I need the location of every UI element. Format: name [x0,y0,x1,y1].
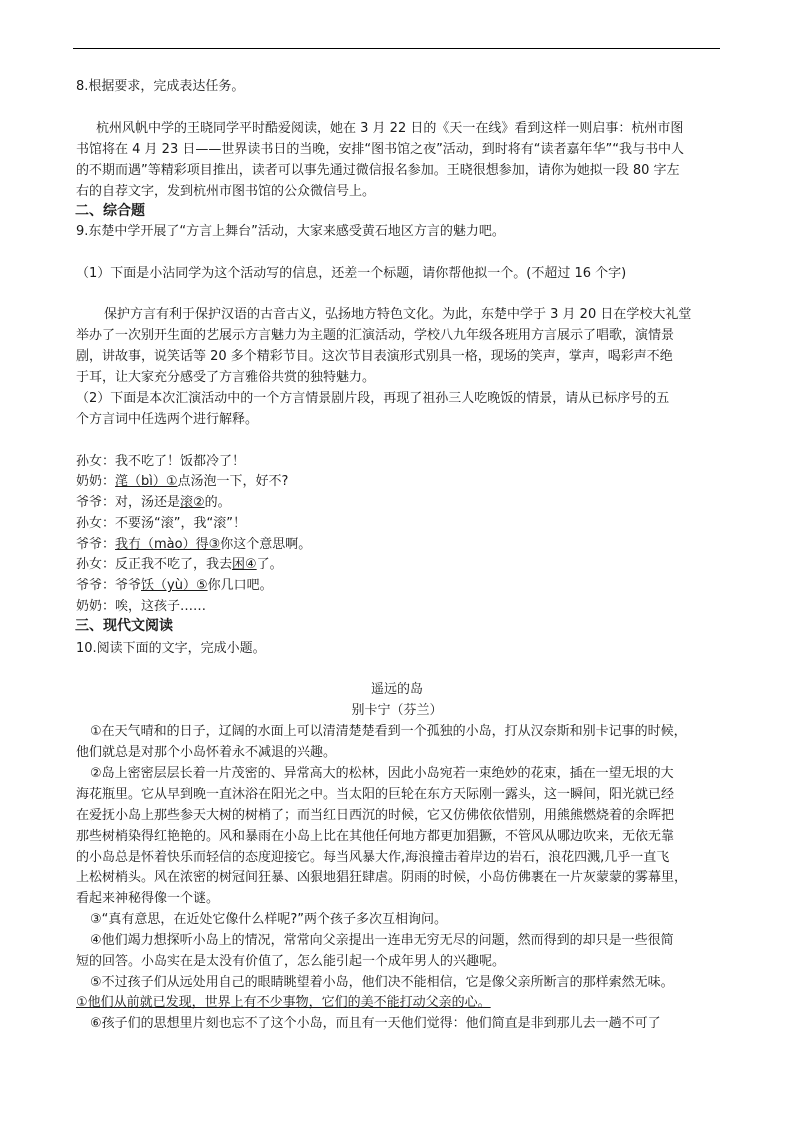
dialogue-speaker: 孙女：反正我不吃了，我去 [76,557,233,572]
q9-sub2-line: （2）下面是本次汇演活动中的一个方言情景剧片段，再现了祖孙三人吃晚饭的情景，请从已标序号的五 [76,391,670,406]
essay-line: ⑤不过孩子们从远处用自己的眼睛眺望着小岛，他们决不能相信，它是像父亲所断言的那样索然无味。 [90,975,674,990]
dialogue-line [76,537,311,553]
dialogue-text: 了。 [256,557,283,572]
q8-line: 的不期而遇”等精彩项目推出，读者可以事先通过微信报名参加。王晓很想参加，请你为她拟一段 80 字左 [76,163,680,178]
dialogue-line: 孙女：不要汤“滚”，我“滚”！ [76,516,246,531]
dialogue-text: 你几口吧。 [207,578,273,593]
q9-sub2-line: 个方言词中任选两个进行解释。 [76,412,259,427]
dialect-word: 滗（bì）① [115,474,178,489]
q9-paragraph-line: 保护方言有利于保护汉语的古音古义，弘扬地方特色文化。为此，东楚中学于 3 月 20 日在学校大礼堂 [104,307,692,322]
essay-author: 别卡宁（芬兰） [351,703,443,718]
dialect-word: 饫（yù）⑤ [141,578,208,593]
dialogue-text: 点汤泡一下，好不? [177,474,289,489]
dialogue-text: 你这个意思啊。 [220,537,312,552]
essay-line: 的小岛总是怀着快乐而轻信的态度迎接它。每当风暴大作,海浪撞击着岸边的岩石，浪花四溅,几乎一直飞 [76,850,670,865]
dialogue-speaker: 爷爷：对，汤还是 [76,495,181,510]
essay-line: 短的回答。小岛实在是太没有价值了，怎么能引起一个成年男人的兴趣呢。 [76,954,506,969]
essay-line: 上松树梢头。风在浓密的树冠间狂暴、凶狠地猖狂肆虐。阴雨的时候，小岛仿佛裹在一片灰蒙蒙的雾幕里， [76,870,688,885]
essay-line: ⑥孩子们的思想里片刻也忘不了这个小岛，而且有一天他们觉得：他们简直是非到那儿去一趟不可了 [90,1016,661,1031]
essay-line: ④他们竭力想探听小岛上的情况，常常向父亲提出一连串无穷无尽的问题，然而得到的却只是一些很简 [90,933,674,948]
dialogue-text: 的。 [204,495,231,510]
q9-sub1: （1）下面是小沾同学为这个活动写的信息，还差一个标题，请你帮他拟一个。(不超过 16 个字) [76,266,627,281]
essay-line: ②岛上密密层层长着一片茂密的、异常高大的松林，因此小岛宛若一束绝妙的花束，插在一望无垠的大 [90,766,674,781]
q9-paragraph-line: 于耳，让大家充分感受了方言雅俗共赏的独特魅力。 [76,370,376,385]
q8-line: 书馆将在 4 月 23 日——世界读书日的当晚，安排“图书馆之夜”活动，到时将有“读者嘉年华”“我与书中人 [76,142,685,157]
q10-title: 10.阅读下面的文字，完成小题。 [76,641,266,656]
dialect-word: 滚② [180,495,205,510]
dialogue-line [76,578,273,594]
dialect-word: 我冇（mào）得③ [115,537,221,552]
dialogue-speaker: 爷爷： [76,537,116,552]
dialogue-line [76,495,231,511]
header-rule [73,48,720,49]
essay-line: ①在天气晴和的日子，辽阔的水面上可以清清楚楚看到一个孤独的小岛，打从汉奈斯和别卡记事的时候， [90,724,687,739]
q8-line: 杭州风帆中学的王晓同学平时酷爱阅读，她在 3 月 22 日的《天一在线》看到这样一则启事：杭州市图 [96,121,684,136]
q8-title: 8.根据要求，完成表达任务。 [76,79,245,94]
essay-underlined-sentence: ①他们从前就已发现，世界上有不少事物，它们的美不能打动父亲的心。 [76,995,491,1010]
dialogue-line [76,557,283,573]
dialogue-speaker: 奶奶： [76,474,116,489]
essay-line: ③“真有意思，在近处它像什么样呢?”两个孩子多次互相询问。 [90,912,448,927]
dialogue-line: 孙女：我不吃了！饭都冷了！ [76,454,246,469]
dialogue-line [76,474,288,490]
essay-title: 遥远的岛 [370,682,423,697]
dialogue-line: 奶奶：唉，这孩子…… [76,599,207,614]
q9-paragraph-line: 举办了一次别开生面的艺展示方言魅力为主题的汇演活动，学校八九年级各班用方言展示了唱歌，演情景 [76,328,675,343]
essay-line: 他们就总是对那个小岛怀着永不减退的兴趣。 [76,745,337,760]
q9-paragraph-line: 剧，讲故事，说笑话等 20 多个精彩节目。这次节目表演形式别具一格，现场的笑声，掌声，喝彩声不绝 [76,349,673,364]
section-heading: 三、现代文阅读 [75,618,173,634]
section-heading: 二、综合题 [75,203,145,219]
essay-line: 看起来神秘得像一个谜。 [76,891,220,906]
essay-line: 那些树梢染得红艳艳的。风和暴雨在小岛上比在其他任何地方都更加猖獗，不管风从哪边吹来，无依无靠 [76,829,675,844]
essay-line: 在爱抚小岛上那些参天大树的树梢了；而当红日西沉的时候，它又仿佛依依惜别，用熊熊燃烧着的余晖把 [76,808,675,823]
q9-title: 9.东楚中学开展了“方言上舞台”活动，大家来感受黄石地区方言的魅力吧。 [76,224,505,239]
dialogue-speaker: 爷爷：爷爷 [76,578,142,593]
dialect-word: 困④ [232,557,257,572]
q8-line: 右的自荐文字，发到杭州市图书馆的公众微信号上。 [76,184,376,199]
essay-line: 海花瓶里。它从早到晚一直沐浴在阳光之中。当太阳的巨轮在东方天际刚一露头，这一瞬间，阳光就已经 [76,787,675,802]
